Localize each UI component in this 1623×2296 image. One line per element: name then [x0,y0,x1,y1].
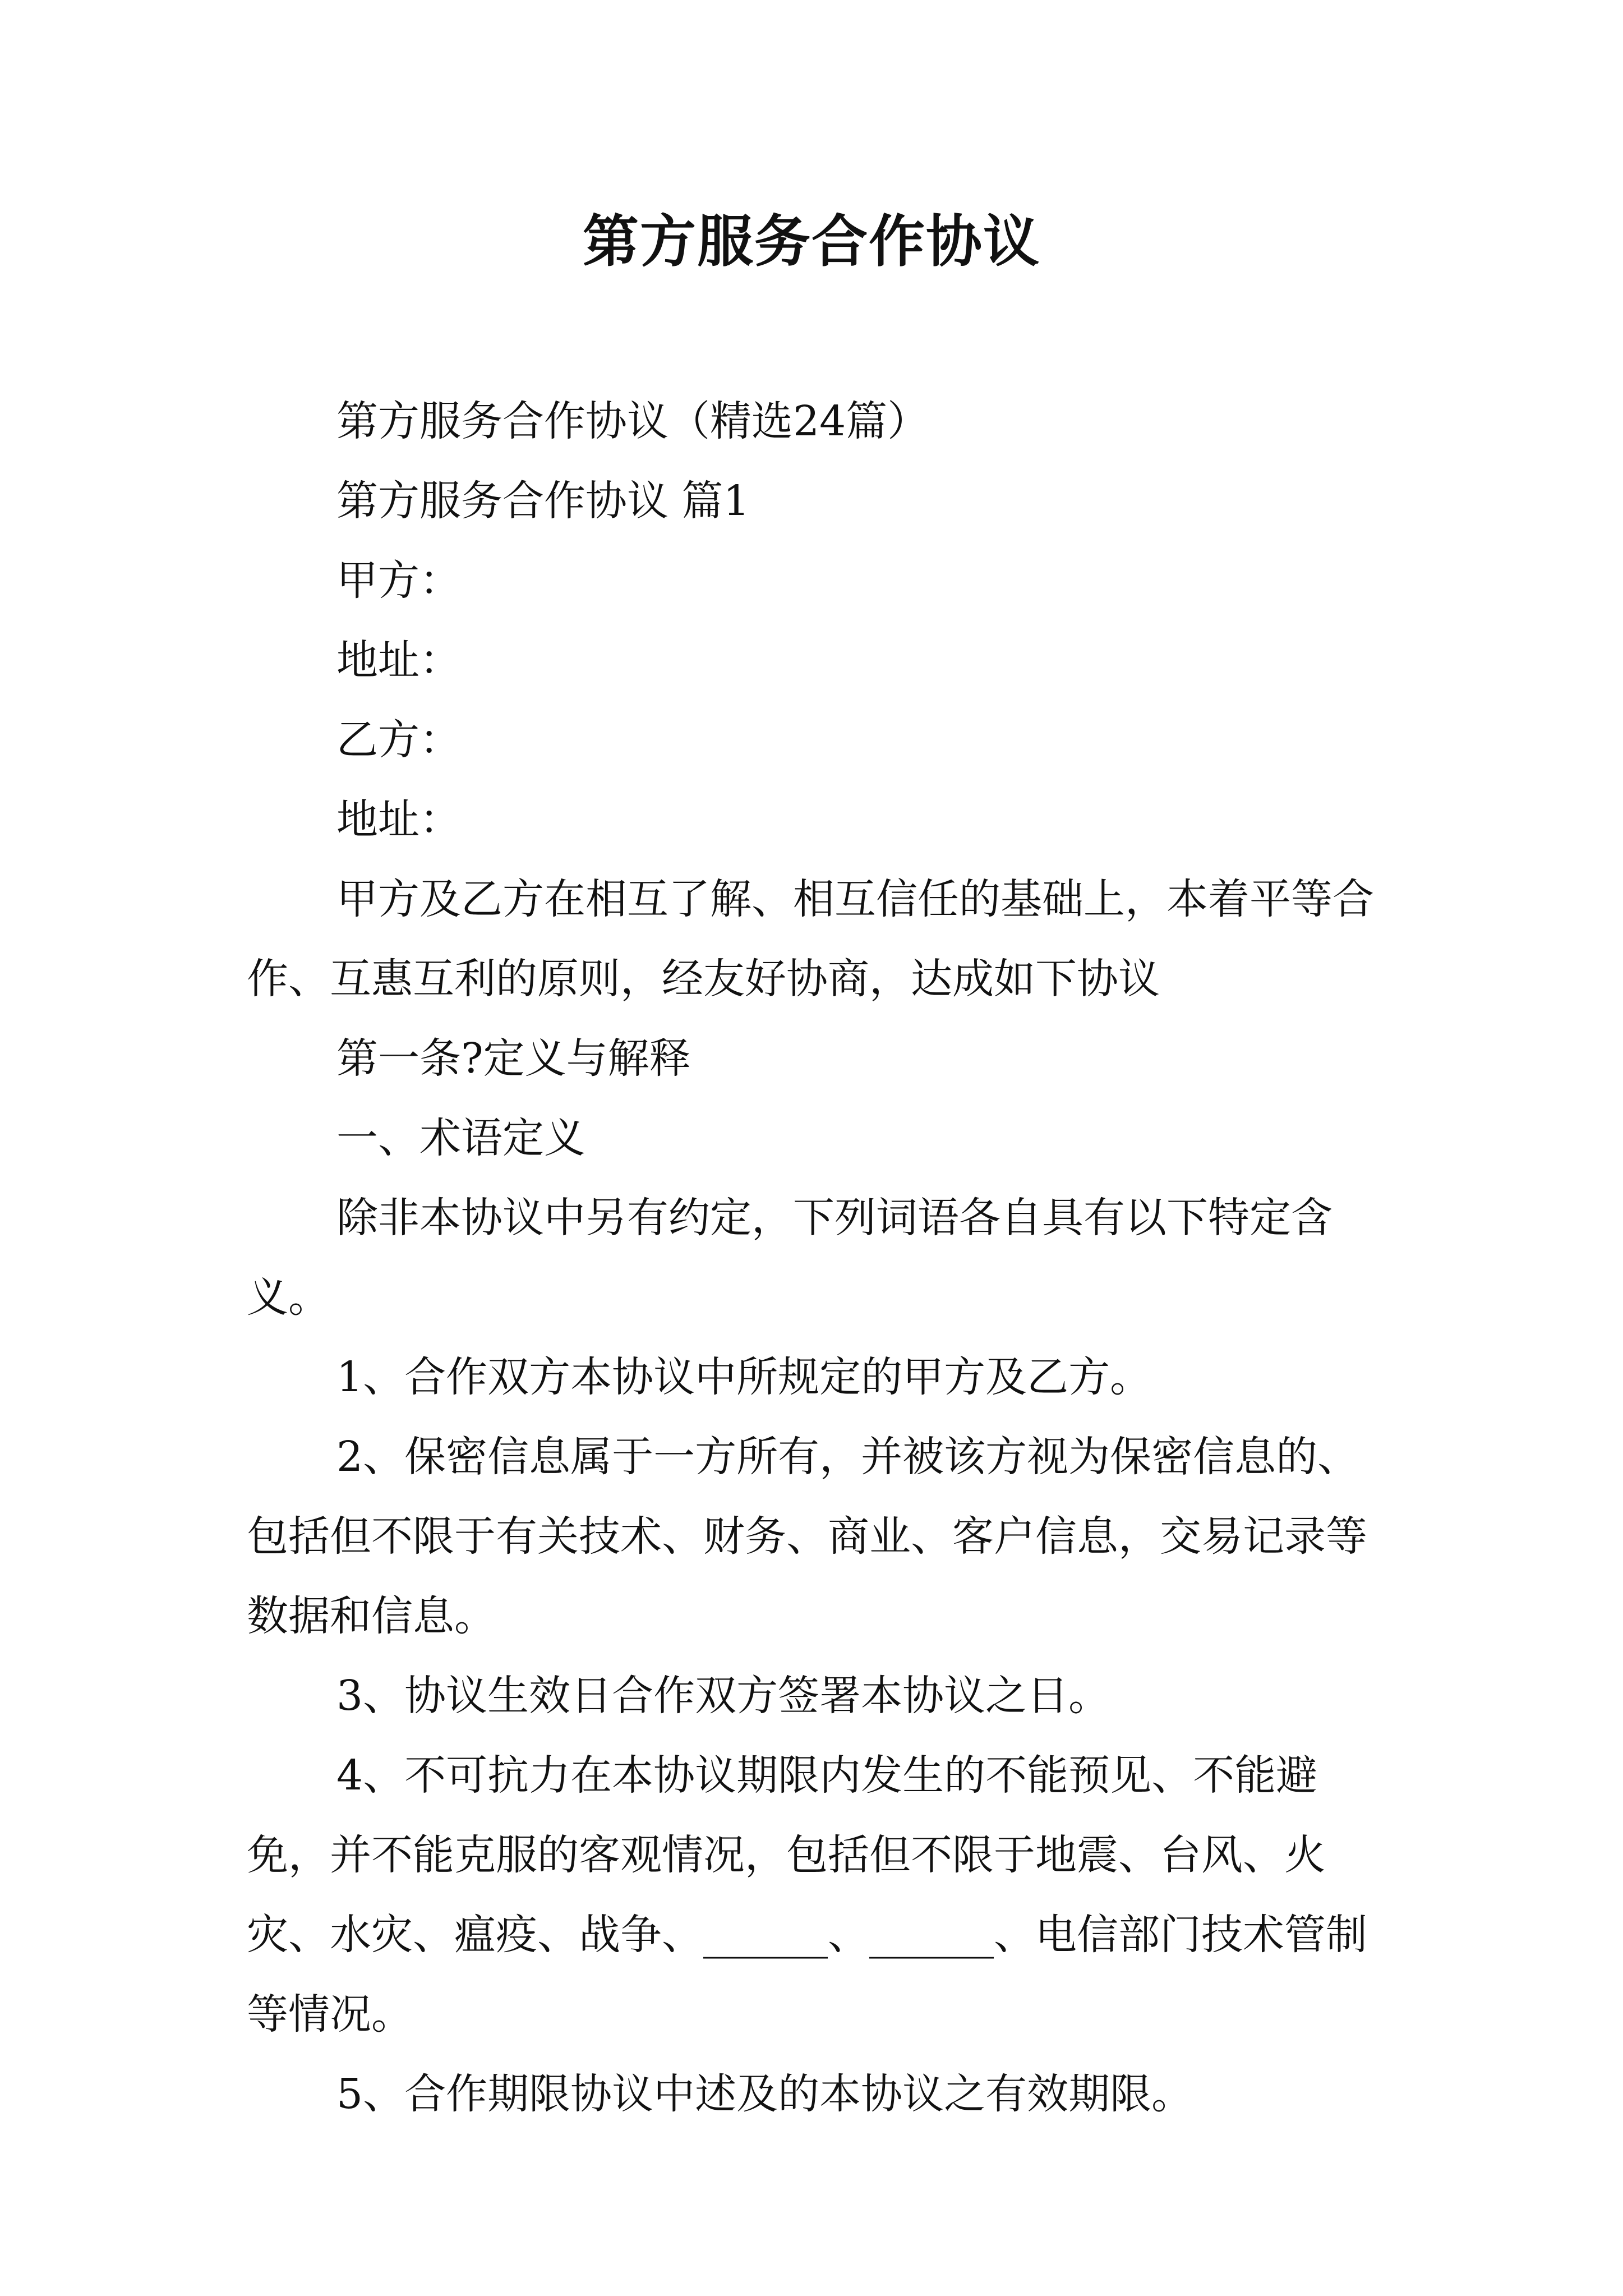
paragraph-item-5: 5、合作期限协议中述及的本协议之有效期限。 [336,2070,1193,2118]
paragraph-address-a: 地址： [336,636,461,684]
document-body [247,381,1385,2134]
paragraph-item-1: 1、合作双方本协议中所规定的甲方及乙方。 [336,1353,1152,1401]
paragraph-item-4: 4、不可抗力在本协议期限内发生的不能预见、不能避免，并不能克服的客观情况，包括但不限于地震、台风、火灾、水灾、瘟疫、战争、______、______、电信部门技术管制等情况。 [247,1751,1367,2039]
paragraph-section-heading: 第方服务合作协议 篇1 [336,477,750,525]
paragraph-article-one: 第一条?定义与解释 [336,1034,691,1083]
paragraph-preamble: 甲方及乙方在相互了解、相互信任的基础上，本着平等合作、互惠互利的原则，经友好协商，达成如下协议 [247,875,1374,1003]
paragraph-term-definition-heading: 一、术语定义 [336,1114,585,1162]
paragraph-item-2: 2、保密信息属于一方所有，并被该方视为保密信息的、包括但不限于有关技术、财务、商业、客户信息，交易记录等数据和信息。 [247,1433,1367,1640]
paragraph-definition-intro: 除非本协议中另有约定，下列词语各自具有以下特定含义。 [247,1194,1332,1322]
document-title: 第方服务合作协议 [583,208,1040,274]
paragraph-party-a: 甲方： [336,556,461,605]
paragraph-item-3: 3、协议生效日合作双方签署本协议之日。 [336,1672,1110,1720]
paragraph-address-b: 地址： [336,795,461,844]
paragraph-subtitle: 第方服务合作协议（精选24篇） [336,397,929,445]
paragraph-party-b: 乙方： [336,716,461,764]
